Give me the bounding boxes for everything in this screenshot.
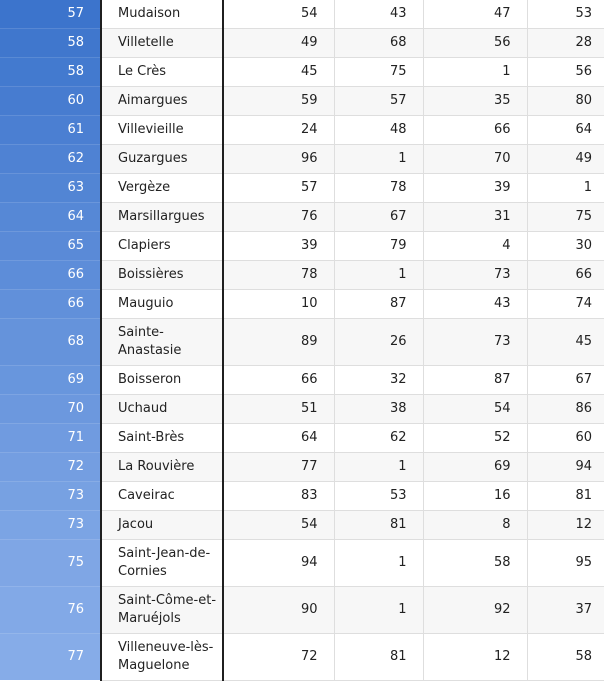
value-cell-4: 45 <box>527 318 604 365</box>
rank-cell: 75 <box>0 539 101 586</box>
value-cell-1: 54 <box>223 510 334 539</box>
table-row <box>0 173 604 202</box>
value-cell-3: 54 <box>423 394 527 423</box>
value-cell-3: 16 <box>423 481 527 510</box>
rank-cell: 70 <box>0 394 101 423</box>
value-cell-1: 64 <box>223 423 334 452</box>
commune-name-cell: Boissières <box>101 260 223 289</box>
value-cell-2: 53 <box>334 481 423 510</box>
value-cell-3: 52 <box>423 423 527 452</box>
value-cell-4: 95 <box>527 539 604 586</box>
value-cell-3: 73 <box>423 260 527 289</box>
value-cell-2: 1 <box>334 144 423 173</box>
value-cell-1: 10 <box>223 289 334 318</box>
value-cell-2: 43 <box>334 0 423 28</box>
table-row <box>0 510 604 539</box>
commune-name-cell: Marsillargues <box>101 202 223 231</box>
value-cell-4: 28 <box>527 28 604 57</box>
value-cell-3: 70 <box>423 144 527 173</box>
value-cell-1: 59 <box>223 86 334 115</box>
commune-name-cell: Villetelle <box>101 28 223 57</box>
value-cell-2: 87 <box>334 289 423 318</box>
value-cell-1: 51 <box>223 394 334 423</box>
value-cell-1: 94 <box>223 539 334 586</box>
value-cell-3: 35 <box>423 86 527 115</box>
value-cell-3: 58 <box>423 539 527 586</box>
value-cell-2: 1 <box>334 452 423 481</box>
table-row <box>0 0 604 28</box>
value-cell-2: 68 <box>334 28 423 57</box>
value-cell-1: 45 <box>223 57 334 86</box>
value-cell-4: 56 <box>527 57 604 86</box>
table-row <box>0 28 604 57</box>
rank-cell: 61 <box>0 115 101 144</box>
commune-name-cell: Uchaud <box>101 394 223 423</box>
value-cell-1: 39 <box>223 231 334 260</box>
value-cell-2: 62 <box>334 423 423 452</box>
value-cell-2: 1 <box>334 539 423 586</box>
table-row <box>0 231 604 260</box>
rank-cell: 65 <box>0 231 101 260</box>
rank-cell: 77 <box>0 633 101 680</box>
value-cell-3: 39 <box>423 173 527 202</box>
value-cell-1: 76 <box>223 202 334 231</box>
commune-name-cell: Boisseron <box>101 365 223 394</box>
rank-cell: 73 <box>0 481 101 510</box>
table-row <box>0 57 604 86</box>
value-cell-3: 1 <box>423 57 527 86</box>
commune-name-cell: Clapiers <box>101 231 223 260</box>
table-row <box>0 539 604 586</box>
value-cell-1: 78 <box>223 260 334 289</box>
commune-name-cell: Vergèze <box>101 173 223 202</box>
value-cell-3: 4 <box>423 231 527 260</box>
table-row <box>0 86 604 115</box>
value-cell-4: 86 <box>527 394 604 423</box>
rank-cell: 57 <box>0 0 101 28</box>
value-cell-4: 67 <box>527 365 604 394</box>
value-cell-3: 12 <box>423 633 527 680</box>
value-cell-4: 60 <box>527 423 604 452</box>
value-cell-1: 96 <box>223 144 334 173</box>
table-row <box>0 115 604 144</box>
value-cell-2: 57 <box>334 86 423 115</box>
rank-cell: 76 <box>0 586 101 633</box>
value-cell-4: 64 <box>527 115 604 144</box>
value-cell-3: 8 <box>423 510 527 539</box>
rank-cell: 58 <box>0 28 101 57</box>
table-row <box>0 452 604 481</box>
rank-cell: 58 <box>0 57 101 86</box>
value-cell-1: 54 <box>223 0 334 28</box>
value-cell-4: 66 <box>527 260 604 289</box>
rank-cell: 66 <box>0 289 101 318</box>
value-cell-3: 56 <box>423 28 527 57</box>
value-cell-4: 80 <box>527 86 604 115</box>
commune-name-cell: Caveirac <box>101 481 223 510</box>
rank-cell: 66 <box>0 260 101 289</box>
value-cell-3: 92 <box>423 586 527 633</box>
value-cell-3: 69 <box>423 452 527 481</box>
table-row <box>0 318 604 365</box>
value-cell-4: 74 <box>527 289 604 318</box>
commune-name-cell: Mudaison <box>101 0 223 28</box>
commune-name-cell: Jacou <box>101 510 223 539</box>
rank-cell: 64 <box>0 202 101 231</box>
value-cell-1: 57 <box>223 173 334 202</box>
value-cell-1: 90 <box>223 586 334 633</box>
value-cell-2: 81 <box>334 633 423 680</box>
table-row <box>0 260 604 289</box>
rank-cell: 62 <box>0 144 101 173</box>
value-cell-4: 53 <box>527 0 604 28</box>
value-cell-1: 77 <box>223 452 334 481</box>
rank-cell: 69 <box>0 365 101 394</box>
value-cell-1: 89 <box>223 318 334 365</box>
rank-cell: 63 <box>0 173 101 202</box>
value-cell-2: 79 <box>334 231 423 260</box>
rank-cell: 68 <box>0 318 101 365</box>
value-cell-3: 73 <box>423 318 527 365</box>
rank-cell: 71 <box>0 423 101 452</box>
commune-name-cell: Saint-Brès <box>101 423 223 452</box>
value-cell-4: 94 <box>527 452 604 481</box>
value-cell-4: 12 <box>527 510 604 539</box>
value-cell-2: 38 <box>334 394 423 423</box>
table-row <box>0 144 604 173</box>
commune-name-cell: Saint-Côme-et-Maruéjols <box>101 586 223 633</box>
value-cell-1: 72 <box>223 633 334 680</box>
value-cell-4: 75 <box>527 202 604 231</box>
value-cell-4: 37 <box>527 586 604 633</box>
table-row <box>0 365 604 394</box>
value-cell-2: 75 <box>334 57 423 86</box>
commune-name-cell: Villeneuve-lès-Maguelone <box>101 633 223 680</box>
table-row <box>0 481 604 510</box>
value-cell-3: 31 <box>423 202 527 231</box>
table-row <box>0 394 604 423</box>
value-cell-1: 66 <box>223 365 334 394</box>
commune-name-cell: Villevieille <box>101 115 223 144</box>
value-cell-3: 47 <box>423 0 527 28</box>
value-cell-2: 32 <box>334 365 423 394</box>
value-cell-1: 83 <box>223 481 334 510</box>
value-cell-3: 43 <box>423 289 527 318</box>
value-cell-4: 1 <box>527 173 604 202</box>
value-cell-3: 66 <box>423 115 527 144</box>
rank-cell: 60 <box>0 86 101 115</box>
table-row <box>0 289 604 318</box>
value-cell-2: 1 <box>334 260 423 289</box>
value-cell-1: 24 <box>223 115 334 144</box>
table-row <box>0 633 604 680</box>
value-cell-2: 48 <box>334 115 423 144</box>
value-cell-3: 87 <box>423 365 527 394</box>
commune-name-cell: Sainte-Anastasie <box>101 318 223 365</box>
value-cell-4: 81 <box>527 481 604 510</box>
rank-cell: 72 <box>0 452 101 481</box>
value-cell-2: 81 <box>334 510 423 539</box>
value-cell-4: 49 <box>527 144 604 173</box>
value-cell-2: 1 <box>334 586 423 633</box>
value-cell-2: 78 <box>334 173 423 202</box>
value-cell-2: 26 <box>334 318 423 365</box>
commune-name-cell: Aimargues <box>101 86 223 115</box>
commune-name-cell: Le Crès <box>101 57 223 86</box>
value-cell-1: 49 <box>223 28 334 57</box>
value-cell-2: 67 <box>334 202 423 231</box>
table-row <box>0 202 604 231</box>
value-cell-4: 58 <box>527 633 604 680</box>
table-row <box>0 423 604 452</box>
commune-name-cell: Guzargues <box>101 144 223 173</box>
commune-name-cell: Saint-Jean-de-Cornies <box>101 539 223 586</box>
commune-name-cell: La Rouvière <box>101 452 223 481</box>
commune-name-cell: Mauguio <box>101 289 223 318</box>
table-row <box>0 586 604 633</box>
rank-cell: 73 <box>0 510 101 539</box>
value-cell-4: 30 <box>527 231 604 260</box>
